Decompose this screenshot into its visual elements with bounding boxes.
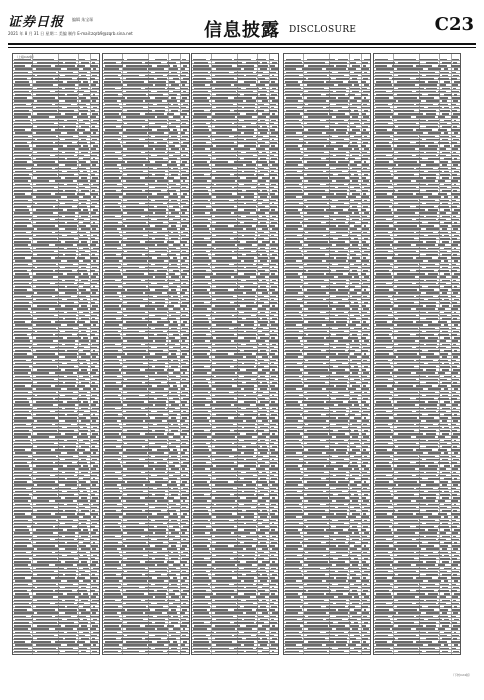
column-label: （上接C22版）: [15, 55, 36, 59]
contact-info: 美编 制作 E-mail:zqrb9@zqrb.sina.net: [58, 31, 133, 36]
page-number: C23: [434, 14, 474, 35]
newspaper-logo: 证券日报: [8, 15, 65, 30]
disclosure-column-5: [373, 53, 461, 655]
continued-note: （下转C24版）: [451, 673, 472, 677]
masthead: [8, 10, 476, 46]
table-row: [13, 650, 99, 653]
dateline: [8, 31, 133, 37]
table-row: [374, 650, 460, 653]
header-rule-thin: [8, 47, 476, 48]
section-subtitle: DISCLOSURE: [289, 25, 357, 35]
disclosure-column-3: [191, 53, 279, 655]
table-row: [103, 650, 189, 653]
disclosure-column-4: [283, 53, 371, 655]
disclosure-column-2: [102, 53, 190, 655]
section-title: 信息披露: [204, 20, 280, 41]
table-row: [192, 650, 278, 653]
table-row: [284, 650, 370, 653]
header-rule-thick: [8, 43, 476, 45]
editor-credit: 编辑 朱宝琛: [72, 17, 94, 22]
disclosure-column-1: [12, 53, 100, 655]
issue-date: 2021 年 8 月 31 日 星期二: [8, 31, 58, 36]
